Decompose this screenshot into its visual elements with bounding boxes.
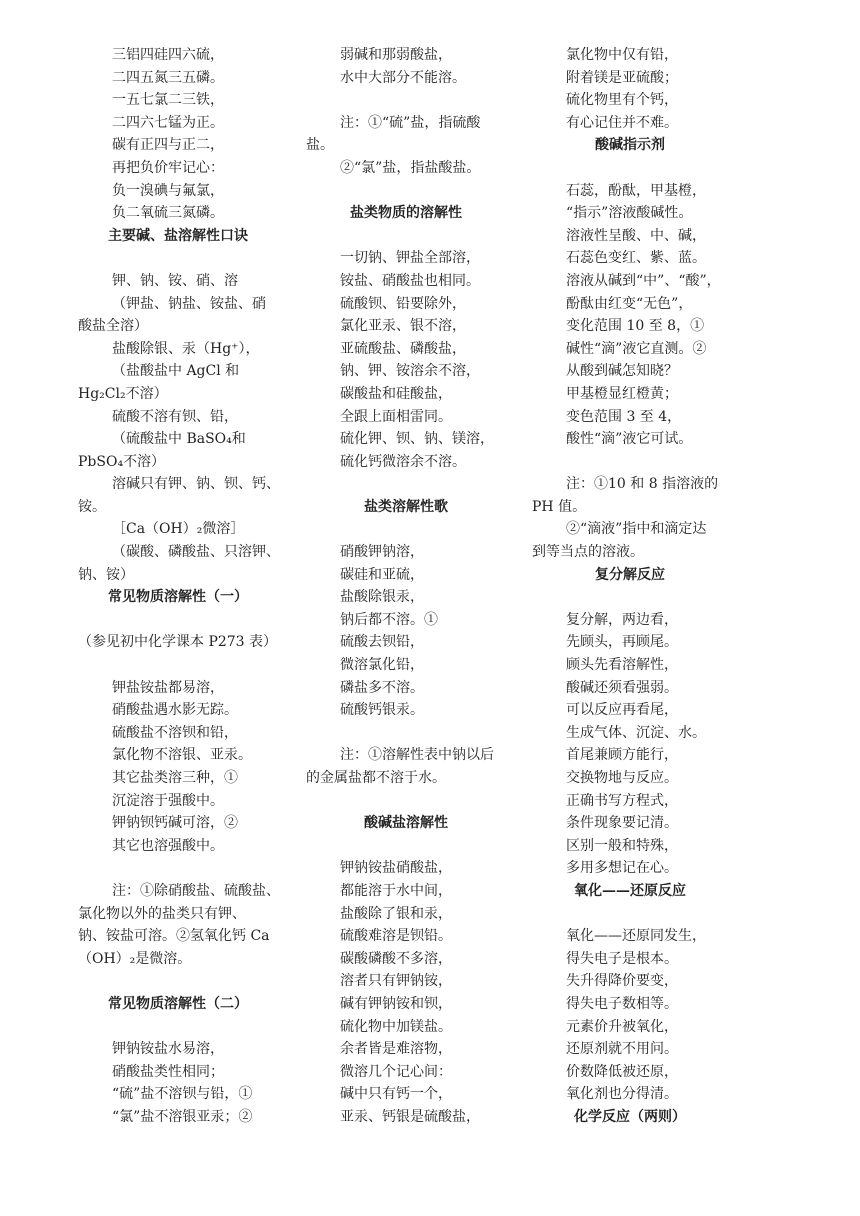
blank-line [532,903,728,926]
text-line: 硫酸钙银汞。 [340,702,424,719]
text-line: 钠、钾、铵溶余不溶， [340,363,480,380]
text-line: 碳硅和亚硫， [340,566,424,583]
text-line: 注：①除硝酸盐、硫酸盐、 [112,882,280,899]
text-line: 变色范围 3 至 4， [566,408,682,425]
text-line: 钾钠铵盐水易溶， [112,1041,224,1058]
blank-line [532,157,728,180]
section-heading: 盐类溶解性歌 [364,498,448,515]
text-line: 硫酸去钡铅， [340,634,424,651]
blank-line [78,970,278,993]
text-line: 硫酸不溶有钡、铅， [112,408,238,425]
text-line: 生成气体、沉淀、水。 [566,724,706,741]
text-line: 微溶氯化铅， [340,657,424,674]
text-line: 氯化物以外的盐类只有钾、 [78,905,246,922]
text-line: 钾钠钡钙碱可溶，② [112,815,238,832]
text-line: 氧化——还原同发生， [566,928,706,945]
text-line: ［Ca（OH）₂微溶］ [112,521,245,538]
text-line: 区别一般和特殊， [566,837,678,854]
text-line: 负一溴碘与氟氯， [112,182,224,199]
blank-line [306,180,506,203]
text-line: 硫酸难溶是钡铅。 [340,928,452,945]
text-line: 价数降低被还原， [566,1063,678,1080]
text-line: 酸碱还须看强弱。 [566,679,678,696]
text-line: 余者皆是难溶物， [340,1041,452,1058]
text-line: 都能溶于水中间， [340,882,452,899]
text-line: 条件现象要记清。 [566,815,678,832]
blank-line [306,518,506,541]
text-line: 复分解，两边看， [566,611,678,628]
text-line: 硫酸盐不溶钡和铅， [112,724,238,741]
text-line: 盐酸除了银和汞， [340,905,452,922]
blank-line [78,247,278,270]
text-line: 从酸到碱怎知晓？ [566,363,678,380]
text-line: （盐酸盐中 AgCl 和 [112,363,240,380]
text-column-2 [306,44,506,1129]
section-heading: 常见物质溶解性（二） [108,995,248,1012]
text-line: 钾、钠、铵、硝、溶 [112,272,238,289]
text-line: 盐。 [306,137,334,154]
text-line: （硫酸盐中 BaSO₄和 [112,431,246,448]
blank-line [306,225,506,248]
text-line: 硝酸盐类性相同； [112,1063,224,1080]
text-line: 硫化钾、钡、钠、镁溶， [340,431,494,448]
blank-line [306,835,506,858]
text-line: 溶碱只有钾、钠、钡、钙、 [112,476,280,493]
text-line: 溶液性呈酸、中、碱， [566,227,706,244]
text-line: 氧化剂也分得清。 [566,1086,678,1103]
text-line: 一切钠、钾盐全部溶， [340,250,480,267]
text-line: 碳酸盐和硅酸盐， [340,385,452,402]
text-line: 多用多想记在心。 [566,860,678,877]
text-line: 硫化钙微溶余不溶。 [340,453,466,470]
blank-line [306,790,506,813]
text-line: 三铝四硅四六硫， [112,47,224,63]
text-line: 磷盐多不溶。 [340,679,424,696]
text-line: 碱性“滴”液它直测。② [566,340,707,357]
text-line: 盐酸除银、汞（Hg⁺）， [112,340,260,357]
text-column-1 [78,44,278,1129]
text-line: 溶者只有钾钠铵， [340,973,452,990]
text-line: 的金属盐都不溶于水。 [306,770,446,786]
blank-line [306,473,506,496]
text-line: 失升得降价要变， [566,973,678,990]
blank-line [78,654,278,677]
blank-line [532,586,728,609]
section-heading: 主要碱、盐溶解性口诀 [108,227,248,244]
text-line: “氯”盐不溶银亚汞；② [112,1108,253,1125]
text-line: 沉淀溶于强酸中。 [112,792,224,809]
section-heading: 盐类物质的溶解性 [350,205,462,222]
text-line: 得失电子是根本。 [566,950,678,967]
text-line: （OH）₂是微溶。 [78,950,192,967]
text-line: 亚硫酸盐、磷酸盐， [340,340,466,357]
text-line: 可以反应再看尾， [566,702,678,719]
text-line: 酸盐全溶） [78,318,148,335]
text-line: 有心记住并不难。 [566,114,678,131]
text-line: 到等当点的溶液。 [532,544,644,561]
text-line: 盐酸除银汞， [340,589,424,606]
text-line: 微溶几个记心间： [340,1063,452,1080]
blank-line [306,722,506,745]
text-line: （碳酸、磷酸盐、只溶钾、 [112,544,280,561]
text-line: 还原剂就不用问。 [566,1041,678,1058]
section-heading: 常见物质溶解性（一） [108,589,248,606]
text-line: 铵。 [78,498,106,515]
text-line: 石蕊色变红、紫、蓝。 [566,250,706,267]
blank-line [306,89,506,112]
text-line: 酸性“滴”液它可试。 [566,431,693,448]
text-line: 交换物地与反应。 [566,770,678,786]
text-line: （钾盐、钠盐、铵盐、硝 [112,295,266,312]
text-line: 二四五氮三五磷。 [112,69,224,86]
text-line: “指示”溶液酸碱性。 [566,205,693,222]
text-line: 钠、铵盐可溶。②氢氧化钙 Ca [78,928,270,945]
section-heading: 酸碱指示剂 [595,137,665,154]
text-line: 甲基橙显红橙黄； [566,385,678,402]
text-line: 硝酸盐遇水影无踪。 [112,702,238,719]
blank-line [78,857,278,880]
text-line: 钾盐铵盐都易溶， [112,679,224,696]
section-heading: 化学反应（两则） [574,1108,686,1125]
text-line: 其它也溶强酸中。 [112,837,224,854]
text-line: （参见初中化学课本 P273 表） [78,634,278,651]
text-line: 硝酸钾钠溶， [340,544,424,561]
text-column-3 [532,44,728,1129]
section-heading: 复分解反应 [595,566,665,583]
text-line: PH 值。 [532,498,587,515]
text-line: 酚酞由红变“无色”， [566,295,693,312]
text-line: ②“氯”盐，指盐酸盐。 [340,159,481,176]
blank-line [78,1016,278,1039]
text-line: 碱中只有钙一个， [340,1086,452,1103]
text-line: 负二氧硫三氮磷。 [112,205,224,222]
text-line: 正确书写方程式， [566,792,678,809]
section-heading: 酸碱盐溶解性 [364,815,448,832]
text-line: 再把负价牢记心： [112,159,224,176]
text-line: 氯化物不溶银、亚汞。 [112,747,252,764]
text-line: 二四六七锰为正。 [112,114,224,131]
text-line: 氯化物中仅有铅， [566,47,678,63]
text-line: Hg₂Cl₂不溶） [78,385,168,402]
text-line: 注：①“硫”盐，指硫酸 [340,114,481,131]
text-line: 钠、铵） [78,566,134,583]
text-line: 注：①溶解性表中钠以后 [340,747,494,764]
text-line: 首尾兼顾方能行， [566,747,678,764]
text-line: 其它盐类溶三种，① [112,770,238,786]
text-line: 水中大部分不能溶。 [340,69,466,86]
text-line: 碳有正四与正二， [112,137,224,154]
text-line: 注：①10 和 8 指溶液的 [566,476,719,493]
blank-line [78,609,278,632]
text-line: 弱碱和那弱酸盐， [340,47,452,63]
text-line: 元素价升被氧化， [566,1018,678,1035]
text-line: 硫化物里有个钙， [566,92,678,109]
text-line: 亚汞、钙银是硫酸盐， [340,1108,480,1125]
text-line: ②“滴液”指中和滴定达 [566,521,707,538]
text-line: 硫酸钡、铅要除外， [340,295,466,312]
text-line: 氯化亚汞、银不溶， [340,318,466,335]
text-line: PbSO₄不溶） [78,453,166,470]
text-line: 石蕊，酚酞，甲基橙， [566,182,706,199]
text-line: 先顾头，再顾尾。 [566,634,678,651]
text-line: 溶液从碱到“中”、“酸”， [566,272,721,289]
section-heading: 氧化——还原反应 [574,882,686,899]
text-line: 钾钠铵盐硝酸盐， [340,860,452,877]
text-line: 钠后都不溶。① [340,611,438,628]
text-line: 铵盐、硝酸盐也相同。 [340,272,480,289]
text-line: 一五七氯二三铁， [112,92,224,109]
text-line: 变化范围 10 至 8，① [566,318,705,335]
text-line: 全跟上面相雷同。 [340,408,452,425]
text-line: 得失电子数相等。 [566,995,678,1012]
text-line: 碱有钾钠铵和钡， [340,995,452,1012]
text-line: 碳酸磷酸不多溶， [340,950,452,967]
text-line: 硫化物中加镁盐。 [340,1018,452,1035]
text-line: 附着镁是亚硫酸； [566,69,678,86]
text-line: “硫”盐不溶钡与铅，① [112,1086,253,1103]
blank-line [532,451,728,474]
text-line: 顾头先看溶解性， [566,657,678,674]
